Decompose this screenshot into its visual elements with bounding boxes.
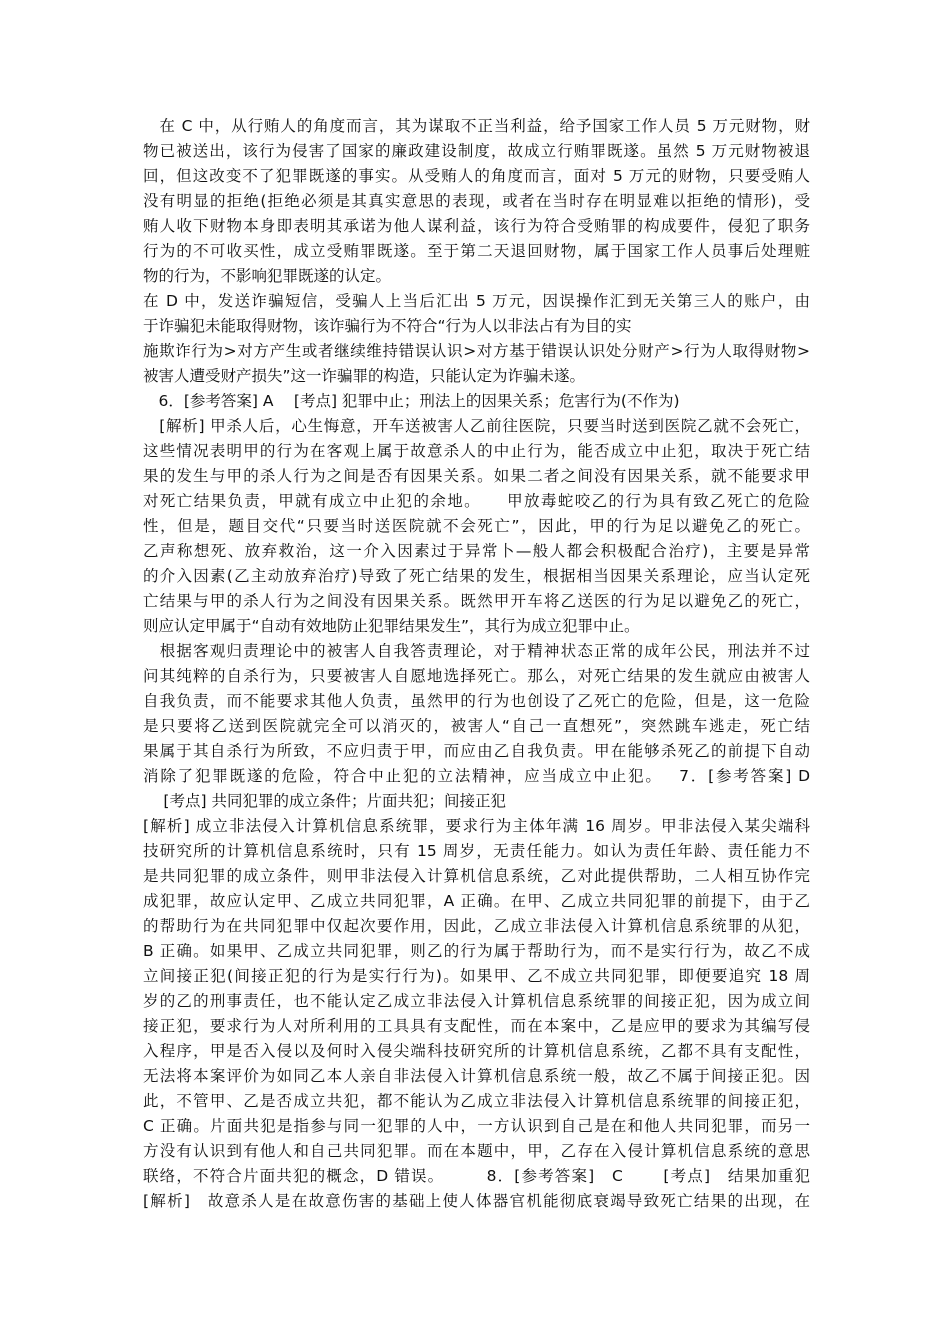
text-line: 被害人遭受财产损失”这一诈骗罪的构造，只能认定为诈骗未遂。 bbox=[143, 367, 586, 385]
text-line: B 正确。如果甲、乙成立共同犯罪，则乙的行为属于帮助行为，而不是实行行为，故乙不成 bbox=[143, 942, 810, 960]
text-line: [考点] 共同犯罪的成立条件；片面共犯；间接正犯 bbox=[143, 792, 506, 810]
text-line: 物已被送出，该行为侵害了国家的廉政建设制度，故成立行贿罪既遂。虽然 5 万元财物被退 bbox=[143, 142, 810, 160]
answer-heading-7: 消除了犯罪既遂的危险，符合中止犯的立法精神，应当成立中止犯。 7．[参考答案] D bbox=[143, 767, 810, 785]
text-line: 方没有认识到有他人和自己共同犯罪。而在本题中，甲，乙存在入侵计算机信息系统的意思 bbox=[143, 1142, 810, 1160]
text-line: 成犯罪，故应认定甲、乙成立共同犯罪，A 正确。在甲、乙成立共同犯罪的前提下，由于乙 bbox=[143, 892, 810, 910]
text-line: 根据客观归责理论中的被害人自我答责理论，对于精神状态正常的成年公民，刑法并不过 bbox=[143, 642, 810, 660]
text-line: 立间接正犯(间接正犯的行为是实行行为)。如果甲、乙不成立共同犯罪，即便要追究 18 周 bbox=[143, 967, 810, 985]
text-line: 接正犯，要求行为人对所利用的工具具有支配性，而在本案中，乙是应甲的要求为其编写侵 bbox=[143, 1017, 810, 1035]
text-line: 没有明显的拒绝(拒绝必须是其真实意思的表现，或者在当时存在明显难以拒绝的情形)，受 bbox=[143, 192, 810, 210]
text-line: 贿人收下财物本身即表明其承诺为他人谋利益，该行为符合受贿罪的构成要件，侵犯了职务 bbox=[143, 217, 810, 235]
text-line: 乙声称想死、放弃救治，这一介入因素过于异常卜—般人都会积极配合治疗)，主要是异常 bbox=[143, 542, 810, 560]
text-line: 岁的乙的刑事责任，也不能认定乙成立非法侵入计算机信息系统罪的间接正犯，因为成立间 bbox=[143, 992, 810, 1010]
text-line: [解析] 成立非法侵入计算机信息系统罪，要求行为主体年满 16 周岁。甲非法侵入某尖端科 bbox=[143, 817, 810, 835]
answer-heading-8: [解析] 故意杀人是在故意伤害的基础上使人体器官机能彻底衰竭导致死亡结果的出现，在 bbox=[143, 1192, 810, 1210]
text-line: 对死亡结果负责，甲就有成立中止犯的余地。 甲放毒蛇咬乙的行为具有致乙死亡的危险 bbox=[143, 492, 810, 510]
text-line: 行为的不可收买性，成立受贿罪既遂。至于第二天退回财物，属于国家工作人员事后处理赃 bbox=[143, 242, 810, 260]
text-line: C 正确。片面共犯是指参与同一犯罪的人中，一方认识到自己是在和他人共同犯罪，而另一 bbox=[143, 1117, 810, 1135]
text-line: [解析] 甲杀人后，心生悔意，开车送被害人乙前往医院，只要当时送到医院乙就不会死亡， bbox=[143, 417, 810, 435]
answer-heading-6: 6．[参考答案] A [考点] 犯罪中止；刑法上的因果关系；危害行为(不作为) bbox=[143, 392, 680, 410]
text-line bbox=[143, 1215, 810, 1237]
text-line: 亡结果与甲的杀人行为之间没有因果关系。既然甲开车将乙送医的行为足以避免乙的死亡， bbox=[143, 592, 810, 610]
text-line: 技研究所的计算机信息系统时，只有 15 周岁，无责任能力。如认为责任年龄、责任能力不 bbox=[143, 842, 810, 860]
text-line: 是只要将乙送到医院就完全可以消灭的，被害人“自己一直想死”，突然跳车逃走，死亡结 bbox=[143, 717, 810, 735]
text-line: 物的行为，不影响犯罪既遂的认定。 bbox=[143, 267, 392, 285]
text-line: 在 C 中，从行贿人的角度而言，其为谋取不正当利益，给予国家工作人员 5 万元财物，财 bbox=[143, 117, 810, 135]
text-line: 则应认定甲属于“自动有效地防止犯罪结果发生”，其行为成立犯罪中止。 bbox=[143, 617, 640, 635]
text-line: 联络，不符合片面共犯的概念，D 错误。 8．[参考答案] C [考点] 结果加重犯 bbox=[143, 1167, 810, 1185]
text-line: 于诈骗犯未能取得财物，该诈骗行为不符合“行为人以非法占有为目的实 bbox=[143, 317, 632, 335]
text-line: 果属于其自杀行为所致，不应归责于甲，而应由乙自我负责。甲在能够杀死乙的前提下自动 bbox=[143, 742, 810, 760]
text-line: 无法将本案评价为如同乙本人亲自非法侵入计算机信息系统一般，故乙不属于间接正犯。因 bbox=[143, 1067, 810, 1085]
text-line: 自我负责，而不能要求其他人负责，虽然甲的行为也创设了乙死亡的危险，但是，这一危险 bbox=[143, 692, 810, 710]
text-line: 回，但这改变不了犯罪既遂的事实。从受贿人的角度而言，面对 5 万元的财物，只要受贿人 bbox=[143, 167, 810, 185]
text-line: 此，不管甲、乙是否成立共犯，都不能认为乙成立非法侵入计算机信息系统罪的间接正犯， bbox=[143, 1092, 810, 1110]
text-line: 是共同犯罪的成立条件，则甲非法侵入计算机信息系统，乙对此提供帮助，二人相互协作完 bbox=[143, 867, 810, 885]
text-line: 这些情况表明甲的行为在客观上属于故意杀人的中止行为，能否成立中止犯，取决于死亡结 bbox=[143, 442, 810, 460]
text-line: 在 D 中，发送诈骗短信，受骗人上当后汇出 5 万元，因误操作汇到无关第三人的账户，由 bbox=[143, 292, 810, 310]
text-line: 性，但是，题目交代“只要当时送医院就不会死亡”，因此，甲的行为足以避免乙的死亡。 bbox=[143, 517, 810, 535]
text-line: 施欺诈行为>对方产生或者继续维持错误认识>对方基于错误认识处分财产>行为人取得财物> bbox=[143, 342, 810, 360]
text-line: 的介入因素(乙主动放弃治疗)导致了死亡结果的发生，根据相当因果关系理论，应当认定死 bbox=[143, 567, 810, 585]
text-line: 入程序，甲是否入侵以及何时入侵尖端科技研究所的计算机信息系统，乙都不具有支配性， bbox=[143, 1042, 810, 1060]
text-line: 问其纯粹的自杀行为，只要被害人自愿地选择死亡。那么，对死亡结果的发生就应由被害人 bbox=[143, 667, 810, 685]
text-line: 的帮助行为在共同犯罪中仅起次要作用，因此，乙成立非法侵入计算机信息系统罪的从犯， bbox=[143, 917, 810, 935]
text-line: 果的发生与甲的杀人行为之间是否有因果关系。如果二者之间没有因果关系，就不能要求甲 bbox=[143, 467, 810, 485]
